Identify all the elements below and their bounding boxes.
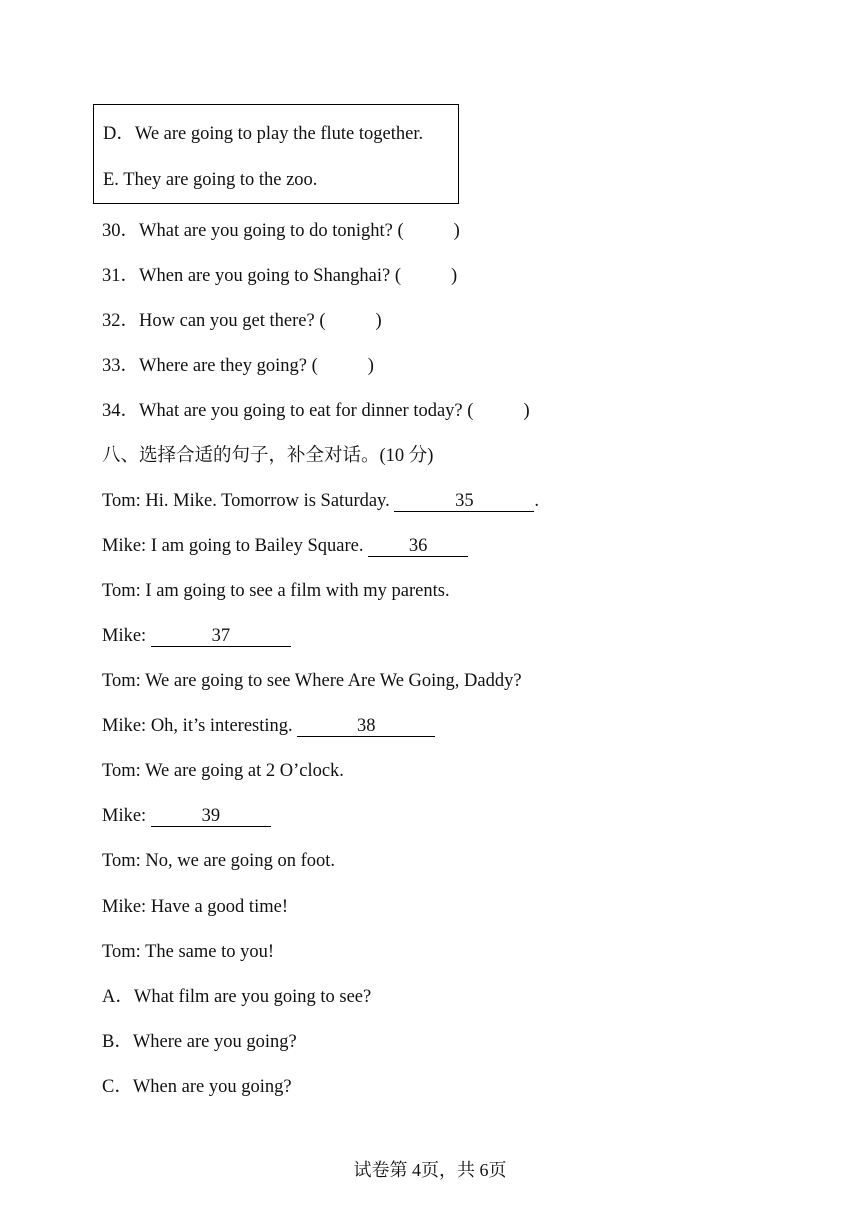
question-32: 32．How can you get there? ( ) [102,311,382,331]
blank-37: 37 [151,626,291,647]
options-box [93,104,459,204]
dialogue-line-4: Mike: 37 [102,624,291,648]
blank-38: 38 [297,716,435,737]
option-a: A．What film are you going to see? [102,987,372,1007]
dialogue-line-5: Tom: We are going to see Where Are We Going, Daddy? [102,671,522,691]
dialogue-line-10: Mike: Have a good time! [102,897,288,917]
option-b: B．Where are you going? [102,1032,297,1052]
dialogue-line-2: Mike: I am going to Bailey Square. 36 [102,534,468,558]
dialogue-line-9: Tom: No, we are going on foot. [102,851,335,871]
dialogue-line-8: Mike: 39 [102,804,271,828]
dialogue-line-11: Tom: The same to you! [102,942,275,962]
dialogue-line-6: Mike: Oh, it’s interesting. 38 [102,714,435,738]
blank-36: 36 [368,536,468,557]
dialogue-line-7: Tom: We are going at 2 O’clock. [102,761,344,781]
option-d: D．We are going to play the flute together. [103,124,424,144]
question-30: 30．What are you going to do tonight? ( ) [102,221,460,241]
section-heading: 八、选择合适的句子，补全对话。(10 分) [102,446,434,466]
option-e: E. They are going to the zoo. [103,170,318,190]
blank-35: 35 [394,491,534,512]
dialogue-line-3: Tom: I am going to see a film with my parents. [102,581,450,601]
question-31: 31．When are you going to Shanghai? ( ) [102,266,458,286]
question-33: 33．Where are they going? ( ) [102,356,374,376]
dialogue-line-1: Tom: Hi. Mike. Tomorrow is Saturday. 35 . [102,491,539,511]
option-c: C．When are you going? [102,1077,292,1097]
page-footer: 试卷第 4页，共 6页 [353,1160,507,1180]
blank-39: 39 [151,806,271,827]
question-34: 34．What are you going to eat for dinner today? ( ) [102,401,530,421]
